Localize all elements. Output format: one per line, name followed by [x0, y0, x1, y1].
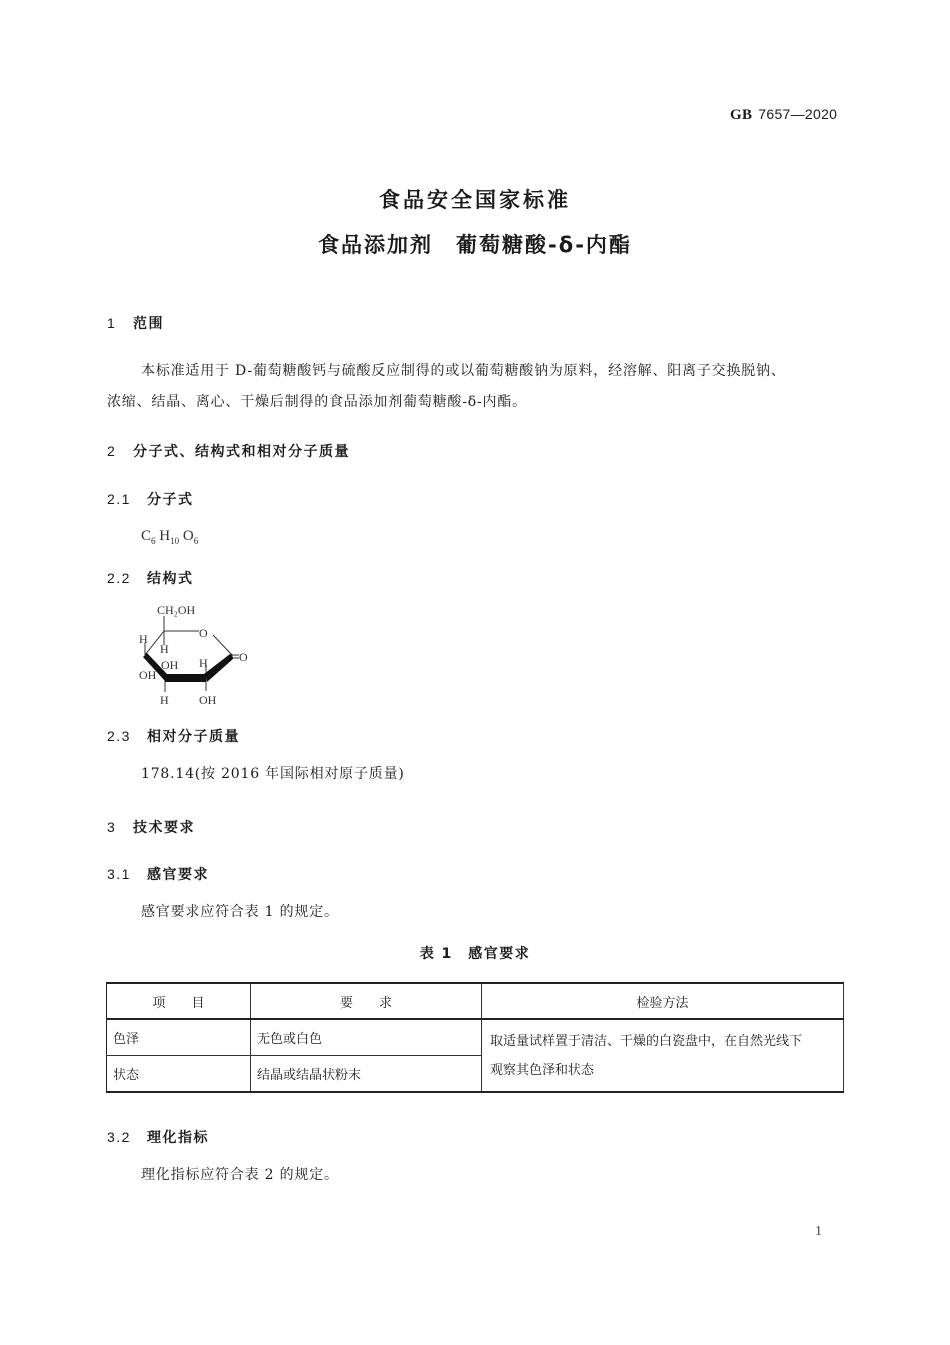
- section-heading-2-1: 2.1 分子式: [107, 491, 194, 508]
- section-heading-1: 1 范围: [107, 315, 164, 332]
- cell-requirement: 无色或白色: [251, 1019, 482, 1056]
- table-header-row: [107, 983, 844, 1019]
- svg-text:H: H: [139, 632, 148, 646]
- standard-number: 7657—2020: [758, 106, 838, 122]
- cell-item: 状态: [107, 1056, 251, 1093]
- svg-text:OH: OH: [199, 693, 217, 707]
- document-subtitle: 食品添加剂 葡萄糖酸-δ-内酯: [318, 233, 632, 257]
- molecular-formula: $C_6$ $H_{10}$ $O_6$: [141, 528, 199, 546]
- svg-text:CH₂OH: CH₂OH: [157, 603, 196, 617]
- svg-text:O: O: [199, 626, 208, 640]
- section-3-1-body: 感官要求应符合表 1 的规定。: [141, 904, 339, 920]
- section-3-2-body: 理化指标应符合表 2 的规定。: [141, 1167, 339, 1183]
- standard-prefix: GB: [730, 107, 753, 123]
- section-heading-3-2: 3.2 理化指标: [107, 1129, 209, 1146]
- document-title: 食品安全国家标准: [379, 188, 571, 212]
- section-heading-2: 2 分子式、结构式和相对分子质量: [107, 443, 350, 460]
- section-heading-2-2: 2.2 结构式: [107, 570, 194, 587]
- structural-formula-diagram: [125, 597, 265, 712]
- page-number: 1: [815, 1224, 822, 1239]
- section-heading-2-3: 2.3 相对分子质量: [107, 728, 240, 745]
- table-1-sensory-requirements: [106, 982, 844, 1093]
- section-1-body-line-2: 浓缩、结晶、离心、干燥后制得的食品添加剂葡萄糖酸-δ-内酯。: [107, 394, 527, 410]
- table-1-caption: 表 1 感官要求: [419, 946, 531, 962]
- standard-code: [730, 106, 837, 124]
- relative-molecular-mass: 178.14(按 2016 年国际相对原子质量): [141, 766, 405, 782]
- svg-text:H: H: [160, 693, 169, 707]
- section-heading-3-1: 3.1 感官要求: [107, 866, 209, 883]
- header-item: 项 目: [107, 983, 251, 1019]
- header-test-method: 检验方法: [482, 983, 844, 1019]
- header-requirement: 要 求: [251, 983, 482, 1019]
- svg-text:H: H: [199, 656, 208, 670]
- section-heading-3: 3 技术要求: [107, 819, 195, 836]
- cell-item: 色泽: [107, 1019, 251, 1056]
- cell-test-method: 取适量试样置于清洁、干燥的白瓷盘中，在自然光线下 观察其色泽和状态: [482, 1019, 844, 1092]
- svg-text:OH: OH: [161, 658, 179, 672]
- table-row: [107, 1019, 844, 1056]
- svg-text:O: O: [239, 650, 248, 664]
- svg-text:H: H: [160, 642, 169, 656]
- cell-requirement: 结晶或结晶状粉末: [251, 1056, 482, 1093]
- section-1-body-line-1: 本标准适用于 D-葡萄糖酸钙与硫酸反应制得的或以葡萄糖酸钠为原料，经溶解、阳离子交换脱钠、: [141, 363, 786, 379]
- svg-text:OH: OH: [139, 668, 157, 682]
